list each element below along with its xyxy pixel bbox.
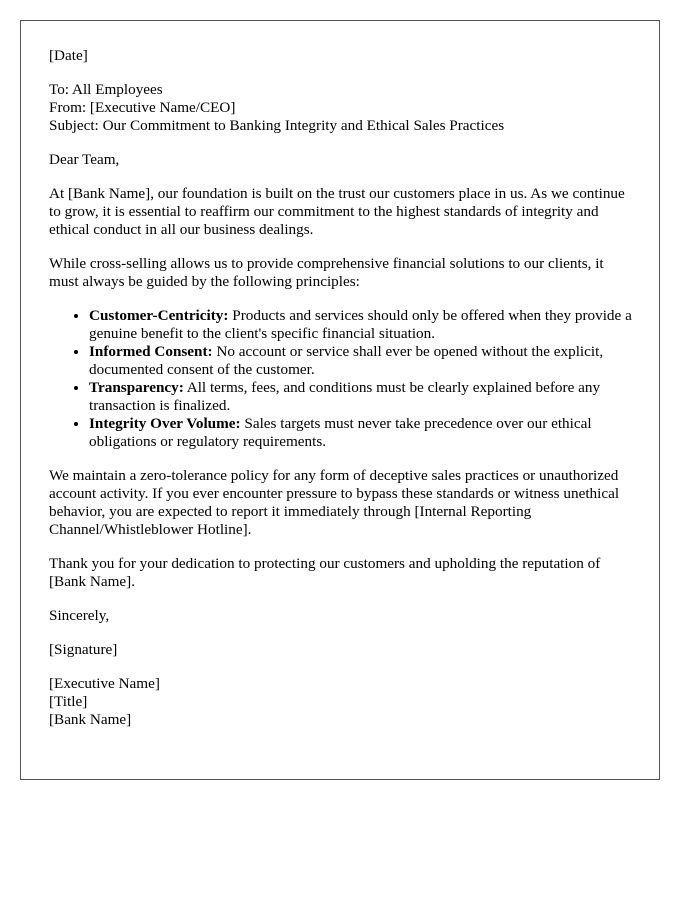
principles-intro: While cross-selling allows us to provide comprehensive financial solutions to our clients, it must always be guided by the following principles: (49, 255, 604, 290)
exec-title: [Title] (49, 693, 88, 710)
letter-subject: Subject: Our Commitment to Banking Integrity and Ethical Sales Practices (49, 117, 505, 134)
principle-text: All terms, fees, and conditions must be clearly explained before any transaction is finalized. (89, 379, 601, 414)
letter-header (49, 81, 635, 135)
principle-item (89, 379, 635, 415)
letter-intro: At [Bank Name], our foundation is built on the trust our customers place in us. As we continue to grow, it is essential to reaffirm our commitment to the highest standards of integrity and ethical conduct in all our business dealings. (49, 185, 625, 238)
letter-date: [Date] (49, 47, 88, 64)
principles-list (49, 307, 635, 451)
principle-item (89, 343, 635, 379)
letter-to: To: All Employees (49, 81, 163, 98)
principle-item (89, 307, 635, 343)
principle-item (89, 415, 635, 451)
principle-text: No account or service shall ever be opened without the explicit, documented consent of the customer. (89, 343, 604, 378)
exec-name: [Executive Name] (49, 675, 160, 692)
letter-from: From: [Executive Name/CEO] (49, 99, 236, 116)
letter-thanks: Thank you for your dedication to protecting our customers and upholding the reputation of [Bank Name]. (49, 555, 601, 590)
letter-policy: We maintain a zero-tolerance policy for any form of deceptive sales practices or unauthorized account activity. If you ever encounter pressure to bypass these standards or witness unethical behavior, you are expected to report it immediately through [Internal Reporting Channel/Whistleblower Hotline]. (49, 467, 620, 538)
principle-text: Products and services should only be offered when they provide a genuine benefit to the client's specific financial situation. (89, 307, 632, 342)
letter-salutation: Dear Team, (49, 151, 120, 168)
principle-title: Integrity Over Volume: (89, 415, 241, 432)
signature-block (49, 675, 635, 729)
letter-closing: Sincerely, (49, 607, 110, 624)
principle-text: Sales targets must never take precedence over our ethical obligations or regulatory requirements. (89, 415, 592, 450)
bank-name: [Bank Name] (49, 711, 132, 728)
principle-title: Customer-Centricity: (89, 307, 229, 324)
letter-page (20, 20, 660, 780)
principle-title: Transparency: (89, 379, 184, 396)
principle-title: Informed Consent: (89, 343, 213, 360)
letter-signature: [Signature] (49, 641, 118, 658)
